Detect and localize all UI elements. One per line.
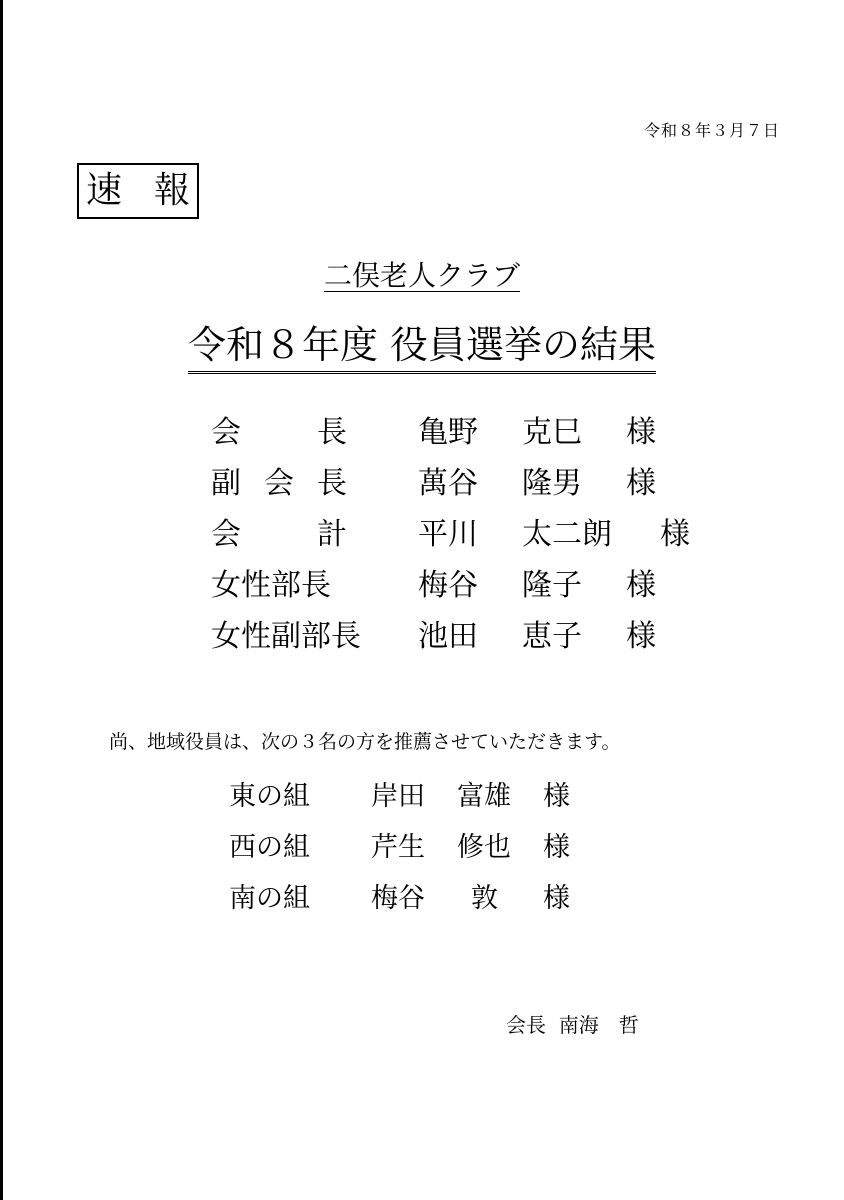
officer-family-name: 池田: [418, 619, 478, 654]
officer-list: [211, 415, 731, 673]
officer-name: [418, 466, 656, 501]
flash-report-char: 速: [86, 170, 123, 211]
regional-officer-name: [371, 783, 570, 810]
document-title-line: [0, 323, 844, 367]
officer-role-char: 副: [211, 466, 241, 501]
officer-row: [211, 415, 731, 469]
officer-role-char: 会: [264, 466, 294, 501]
regional-officer-row: [229, 834, 629, 885]
regional-given-name: 修也: [457, 832, 511, 863]
officer-honorific: 様: [626, 466, 656, 501]
group-name: 南の組: [229, 883, 310, 914]
recommendation-note: 尚、地域役員は、次の３名の方を推薦させていただきます。: [109, 731, 621, 753]
officer-role-char: 長: [317, 415, 347, 450]
regional-given-name: 富雄: [457, 781, 511, 812]
officer-name: [418, 415, 656, 450]
officer-role-text: 女性副部長: [211, 619, 361, 654]
officer-role: [211, 415, 347, 450]
officer-family-name: 平川: [418, 517, 478, 552]
signature-name: 南海 哲: [558, 1013, 639, 1037]
regional-officer-list: [229, 783, 629, 936]
document-title: 令和８年度 役員選挙の結果: [188, 323, 656, 374]
regional-officer-row: [229, 783, 629, 834]
regional-officer-name: [371, 885, 570, 912]
officer-row: [211, 466, 731, 520]
officer-given-name: 恵子: [522, 619, 582, 654]
officer-row: [211, 568, 731, 622]
officer-name: [418, 517, 690, 552]
flash-report-box: [77, 163, 199, 219]
officer-given-name: 隆子: [522, 568, 582, 603]
officer-role-char: 計: [317, 517, 347, 552]
officer-family-name: 亀野: [418, 415, 478, 450]
group-name: 東の組: [229, 781, 310, 812]
officer-row: [211, 517, 731, 571]
organization-name: 二俣老人クラブ: [323, 259, 520, 292]
officer-given-name: 克巳: [522, 415, 582, 450]
regional-family-name: 梅谷: [371, 883, 425, 914]
officer-given-name: 太二朗: [522, 517, 612, 552]
officer-honorific: 様: [626, 415, 656, 450]
officer-name: [418, 568, 656, 603]
page-left-edge: [0, 0, 3, 1200]
regional-honorific: 様: [543, 781, 570, 812]
signature: [506, 1015, 639, 1035]
officer-role: [211, 619, 361, 654]
regional-honorific: 様: [543, 832, 570, 863]
organization-name-line: [0, 259, 844, 292]
officer-role: [211, 466, 347, 501]
officer-role: [211, 517, 347, 552]
signature-role: 会長: [506, 1013, 546, 1037]
regional-officer-row: [229, 885, 629, 936]
regional-officer-name: [371, 834, 570, 861]
group-name: 西の組: [229, 832, 310, 863]
officer-role-text: 女性部長: [211, 568, 331, 603]
regional-family-name: 芹生: [371, 832, 425, 863]
officer-role-char: 会: [211, 415, 241, 450]
officer-family-name: 萬谷: [418, 466, 478, 501]
officer-given-name: 隆男: [522, 466, 582, 501]
issue-date: 令和８年３月７日: [643, 121, 780, 140]
officer-honorific: 様: [660, 517, 690, 552]
officer-role: [211, 568, 331, 603]
officer-row: [211, 619, 731, 673]
officer-role-char: 長: [317, 466, 347, 501]
officer-family-name: 梅谷: [418, 568, 478, 603]
officer-honorific: 様: [626, 619, 656, 654]
regional-given-name: 敦: [471, 883, 498, 914]
regional-honorific: 様: [543, 883, 570, 914]
regional-family-name: 岸田: [371, 781, 425, 812]
officer-name: [418, 619, 656, 654]
officer-honorific: 様: [626, 568, 656, 603]
officer-role-char: 会: [211, 517, 241, 552]
flash-report-char: 報: [153, 170, 190, 211]
